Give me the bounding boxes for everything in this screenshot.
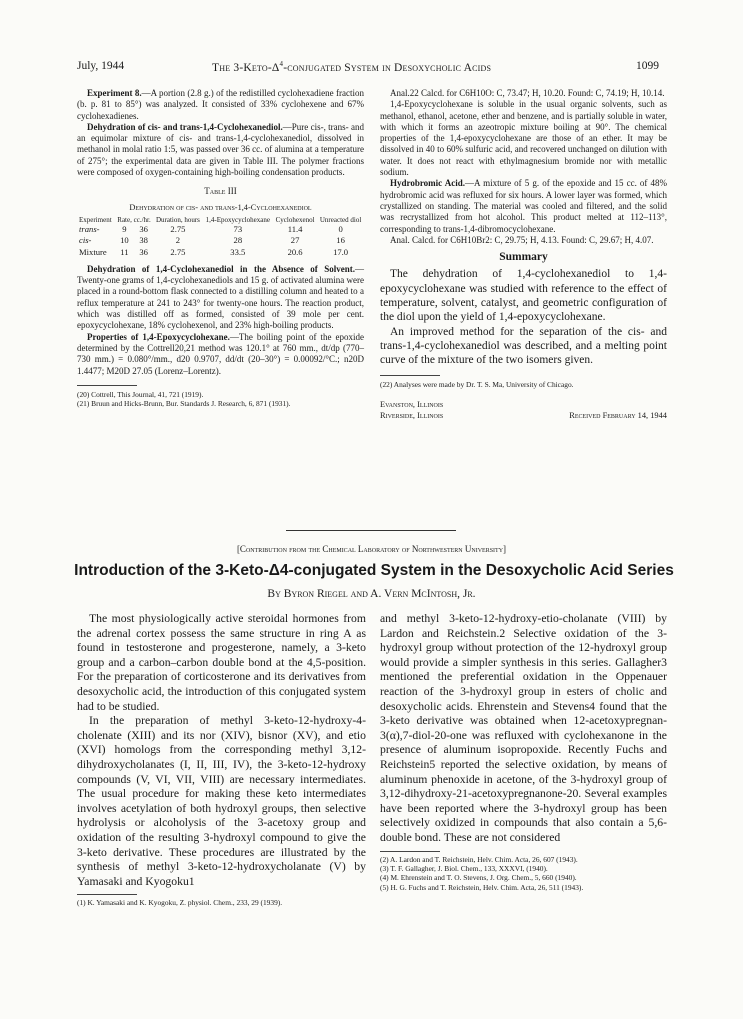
- article-divider: [286, 530, 456, 531]
- table-iii: [77, 216, 364, 258]
- table-row: Mixture 11 36 2.75 33.5 20.6 17.0: [79, 246, 349, 257]
- properties-paragraph: Properties of 1,4-Epoxycyclohexane.—The boiling point of the epoxide determined by the Cottrell20,21 method was 120.1° at 760 mm., dt/dp (770–730 mm.) = 0.080°/mm., d20 0.9707, dd/dt (20–30°) = 0.00092/°C.; n20D 1.4477; M20D 27.05 (Lorenz–Lorentz).: [77, 331, 364, 376]
- summary-paragraph: The dehydration of 1,4-cyclohexanediol to 1,4-epoxycyclohexane was studied with reference to the effect of temperature, solvent, catalyst, and geometric configuration of the diol upon the yield of 1,4-epoxycyclohexane.: [380, 268, 667, 324]
- epoxy-properties: 1,4-Epoxycyclohexane is soluble in the usual organic solvents, such as methanol, ethanol, acetone, ether and benzene, and is partially soluble in water, with which it forms an azeotropic mixture boiling at 90°. The chemical properties of the 1,4-epoxycyclohexane are those of an ether. It may be dissolved in 40 to 60% sulfuric acid, and recovered unchanged on dilution with water. It does not react with ethylmagnesium bromide nor with metallic sodium.: [380, 99, 667, 178]
- contribution-line: [Contribution from the Chemical Laboratory of Northwestern University]: [236, 544, 507, 554]
- footnote: (3) T. F. Gallagher, J. Biol. Chem., 133, XXXVI, (1940).: [380, 863, 548, 873]
- footnote: (20) Cottrell, This Journal, 41, 721 (1919).: [77, 389, 204, 399]
- footnote: (2) A. Lardon and T. Reichstein, Helv. Chim. Acta, 26, 607 (1943).: [380, 854, 578, 864]
- footnote: (22) Analyses were made by Dr. T. S. Ma, University of Chicago.: [380, 379, 574, 389]
- address-block: [380, 399, 667, 421]
- address-line: Riverside, Illinois Received February 14, 1944: [380, 410, 667, 420]
- footnote: (1) K. Yamasaki and K. Kyogoku, Z. physiol. Chem., 233, 29 (1939).: [77, 898, 283, 908]
- dehydration-paragraph: Dehydration of cis- and trans-1,4-Cyclohexanediol.—Pure cis-, trans- and an equimolar mixture of cis- and trans-1,4-cyclohexanediol, dissolved in methanol in molal ratio 1:5, was passed over 36 cc. of alumina at a temperature of 275°; the experimental data are given in Table III. The polymer fractions were composed of oxygen-containing high-boiling condensation products.: [77, 121, 364, 178]
- hydrobromic-paragraph: Hydrobromic Acid.—A mixture of 5 g. of the epoxide and 15 cc. of 48% hydrobromic acid was refluxed for six hours. A lower layer was formed, which crystallized on standing. The material was cooled and filtered, and the solid was recrystallized from hot alcohol. This product melted at 112–113°, corresponding to trans-1,4-dibromocyclohexane.: [380, 178, 668, 234]
- table-header: Unreacted diol: [319, 215, 362, 224]
- table-row: cis- 10 38 2 28 27 16: [79, 235, 345, 246]
- article-paragraph: The most physiologically active steroidal hormones from the adrenal cortex possess the same structure in ring A as found in testosterone and progesterone, namely, a 3-keto group and a carbon–carbon double bond at the 4,5-position. For the preparation of corticosterone and its derivatives from desoxycholic acid, the introduction of this conjugated system had to be studied.: [77, 612, 366, 713]
- analysis-1: Anal.22 Calcd. for C6H10O: C, 73.47; H, 10.20. Found: C, 74.19; H, 10.14.: [390, 88, 665, 98]
- right-column: [380, 88, 667, 421]
- article-paragraph: and methyl 3-keto-12-hydroxy-etio-cholanate (VIII) by Lardon and Reichstein.2 Selective oxidation of the 3-hydroxyl group without protection of the 12-hydroxyl group would provide a simpler synthesis in this series. Gallagher3 mentioned the preferential oxidation in the Oppenauer reaction of the 3-hydroxyl group in esters of cholic and desoxycholic acids. Ehrenstein and Stevens4 found that the 3-keto derivative was obtained when 12-acetoxypregnan-3(α),7-diol-20-one was refluxed with cyclohexanone in the presence of aluminum isopropoxide. Recently Fuchs and Reichstein5 reported the selective oxidation, by means of aluminum phenoxide in acetone, of the 3-hydroxyl group of 3,12-dihydroxy-21-acetoxypregnanone-20. Several examples have been reported where the 3-hydroxyl group has been selectively oxidized in compounds that also contain a 5,6-double bond. These are not considered: [380, 612, 667, 844]
- table-row: trans- 9 36 2.75 73 11.4 0: [79, 223, 343, 234]
- table-header: Cyclohexenol: [275, 215, 315, 224]
- table-header: Duration, hours: [155, 215, 200, 224]
- page-date: July, 1944: [77, 60, 125, 72]
- article-column-1: [77, 612, 366, 908]
- footnote-divider: [380, 851, 440, 852]
- table-header: Experiment: [79, 215, 112, 224]
- page-number: 1099: [636, 60, 659, 72]
- article-column-2: [380, 612, 667, 892]
- footnote: (5) H. G. Fuchs and T. Reichstein, Helv. Chim. Acta, 26, 511 (1943).: [380, 882, 584, 892]
- address-line: Evanston, Illinois: [380, 399, 444, 409]
- article-paragraph: In the preparation of methyl 3-keto-12-hydroxy-4-cholenate (XIII) and its nor (XIV), bisnor (XV), and etio (XVI) homologs from the corresponding methyl 3,12-dihydroxycholanates (I, II, III, IV), the 3-keto-12-hydroxy compounds (V, VI, VII, VIII) are necessary intermediates. The usual procedure for making these keto intermediates involves acetylation of both hydroxyl groups, then selective hydrolysis or alcoholysis of the 3-acetoxy group and oxidation of the resulting 3-hydroxyl compound to give the 3-keto derivative. These procedures are illustrated by the synthesis of methyl 3-keto-12-hydroxycholanate (V) by Yamasaki and Kyogoku1: [77, 714, 366, 888]
- article-title: Introduction of the 3-Keto-Δ4-conjugated System in the Desoxycholic Acid Series: [74, 562, 674, 579]
- left-column: [77, 88, 364, 408]
- received-date: Received February 14, 1944: [569, 410, 667, 420]
- table-caption: Dehydration of cis- and trans-1,4-Cyclohexanediol: [129, 202, 312, 212]
- footnote-divider: [77, 385, 137, 386]
- footnote: (21) Bruun and Hicks-Brunn, Bur. Standards J. Research, 6, 871 (1931).: [77, 399, 291, 409]
- absence-paragraph: Dehydration of 1,4-Cyclohexanediol in the Absence of Solvent.—Twenty-one grams of 1,4-cyclohexanediols and 15 g. of activated alumina were placed in a round-bottom flask connected to a distilling column and heated to a reflux temperature at 241 to 243° for twenty-one hours. The reaction product, which was distilled off as formed, consisted of 39 mole per cent. epoxycyclohexane, 18% cyclohexenol, and 23% high-boiling products.: [77, 263, 364, 331]
- summary-paragraph: An improved method for the separation of the cis- and trans-1,4-cyclohexanediol was described, and a melting point curve of the mixture of the two isomers given.: [380, 325, 667, 367]
- footnote-divider: [380, 375, 440, 376]
- analysis-2: Anal. Calcd. for C6H10Br2: C, 29.75; H, 4.13. Found: C, 29.67; H, 4.07.: [390, 234, 654, 245]
- footnote: (4) M. Ehrenstein and T. O. Stevens, J. Org. Chem., 5, 660 (1940).: [380, 873, 577, 883]
- running-title: The $3-Keto-\Delta^4$-conjugated System in Desoxycholic Acids: [212, 60, 492, 74]
- table-header: 1,4-Epoxycyclohexane: [205, 215, 270, 224]
- summary-title: Summary: [499, 251, 548, 264]
- summary-body: [380, 267, 667, 367]
- experiment-8: Experiment 8.—A portion (2.8 g.) of the redistilled cyclohexadiene fraction (b. p. 81 to 85°) was analyzed. It consisted of 33% cyclohexene and 67% cyclohexadienes.: [77, 88, 365, 121]
- table-header: Rate, cc./hr.: [117, 215, 151, 224]
- footnote-divider: [77, 894, 137, 895]
- article-authors: By Byron Riegel and A. Vern McIntosh, Jr.: [267, 588, 476, 600]
- table-title: Table III: [204, 186, 237, 197]
